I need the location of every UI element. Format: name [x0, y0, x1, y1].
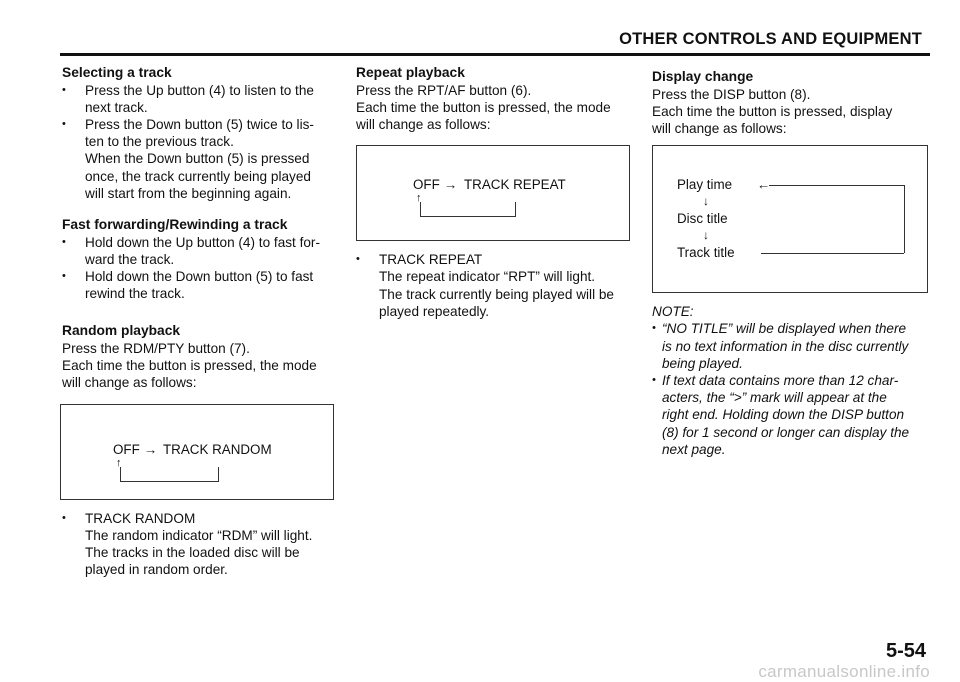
column-left: Selecting a track • Press the Up button (4) to listen to the next track. • Press the Down button (5) twice to lis- ten to the previous track. When the Down button (5) is pressed once, the track currently being played will start from the beginning again. Fast forwarding/Rewinding a track • Hold down the Up button (4) to fast for- ward the track. • Hold down the Down button (5) to fast rewind the track. Random playback Press the RDM/PTY button (7). Each time the button is pressed, the mode will change as follows: OFF → TRACK RANDOM ↑ • TRACK RANDOM The random indicator “RDM” will light. The tracks in the loaded disc will be played in random order.	[62, 64, 337, 578]
list-item: • Press the Down button (5) twice to lis- ten to the previous track. When the Down button (5) is pressed once, the track currently being played will start from the beginning again.	[62, 116, 337, 202]
random-mode-diagram	[60, 404, 334, 500]
loop-bracket	[420, 202, 516, 217]
arrow-up-icon: ↑	[416, 192, 422, 205]
return-line-bottom	[761, 253, 904, 254]
random-bullet	[62, 510, 337, 579]
list-item: • TRACK RANDOM The random indicator “RDM” will light. The tracks in the loaded disc will be played in random order.	[62, 510, 337, 579]
page-number: 5-54	[885, 640, 926, 662]
list-item: • TRACK REPEAT The repeat indicator “RPT” will light. The track currently being played will be played repeatedly.	[356, 251, 631, 320]
note-title: NOTE:	[652, 304, 694, 320]
repeat-off-label: OFF	[413, 177, 440, 193]
list-item: • If text data contains more than 12 char- acters, the “>” mark will appear at the right end. Holding down the DISP button (8) for 1 second or longer can display the next page.	[652, 372, 930, 458]
column-right: Display change Press the DISP button (8). Each time the button is pressed, display will change as follows: Play time ↓ Disc title ↓ Track title ← NOTE: • “NO TITLE” will be displayed when there is no text information in the disc currently being played. • If text data contains more than 12 char- acters, the “>” mark will appear at the right end. Holding down the DISP button (8) for 1 second or longer can display the next page.	[652, 68, 930, 458]
note-list	[652, 320, 930, 458]
display-mode-diagram	[652, 145, 928, 293]
loop-bracket	[120, 467, 219, 482]
arrow-left-icon: ←	[757, 177, 771, 193]
play-time-label: Play time	[677, 177, 733, 193]
list-item: • “NO TITLE” will be displayed when there is no text information in the disc currently being played.	[652, 320, 930, 372]
fast-forward-heading: Fast forwarding/Rewinding a track	[62, 217, 288, 233]
watermark: carmanualsonline.info	[758, 662, 930, 681]
random-heading: Random playback	[62, 323, 181, 339]
list-item: • Press the Up button (4) to listen to the next track.	[62, 82, 337, 116]
section-title: OTHER CONTROLS AND EQUIPMENT	[619, 30, 922, 48]
return-line-top	[769, 185, 904, 186]
return-line-right	[904, 185, 905, 253]
fast-forward-list	[62, 234, 337, 303]
random-track-label: TRACK RANDOM	[163, 441, 272, 457]
repeat-bullet	[356, 251, 631, 320]
repeat-mode-diagram	[356, 145, 630, 241]
arrow-down-icon: ↓	[703, 228, 709, 243]
list-item: • Hold down the Down button (5) to fast rewind the track.	[62, 268, 337, 302]
arrow-right-icon: →	[444, 177, 458, 193]
header-rule	[60, 53, 930, 56]
display-heading: Display change	[652, 69, 754, 84]
list-item: • Hold down the Up button (4) to fast for- ward the track.	[62, 234, 337, 268]
selecting-track-heading: Selecting a track	[62, 65, 172, 80]
disc-title-label: Disc title	[677, 211, 728, 227]
arrow-down-icon: ↓	[703, 194, 709, 209]
repeat-heading: Repeat playback	[356, 65, 465, 80]
column-middle: Repeat playback Press the RPT/AF button (6). Each time the button is pressed, the mode will change as follows: OFF → TRACK REPEAT ↑ • TRACK REPEAT The repeat indicator “RPT” will light. The track currently being played will be played repeatedly.	[356, 64, 631, 320]
track-title-label: Track title	[677, 245, 735, 261]
repeat-track-label: TRACK REPEAT	[464, 177, 566, 193]
arrow-right-icon: →	[144, 441, 158, 457]
random-off-label: OFF	[113, 441, 140, 457]
selecting-track-list	[62, 82, 337, 202]
arrow-up-icon: ↑	[116, 456, 122, 469]
